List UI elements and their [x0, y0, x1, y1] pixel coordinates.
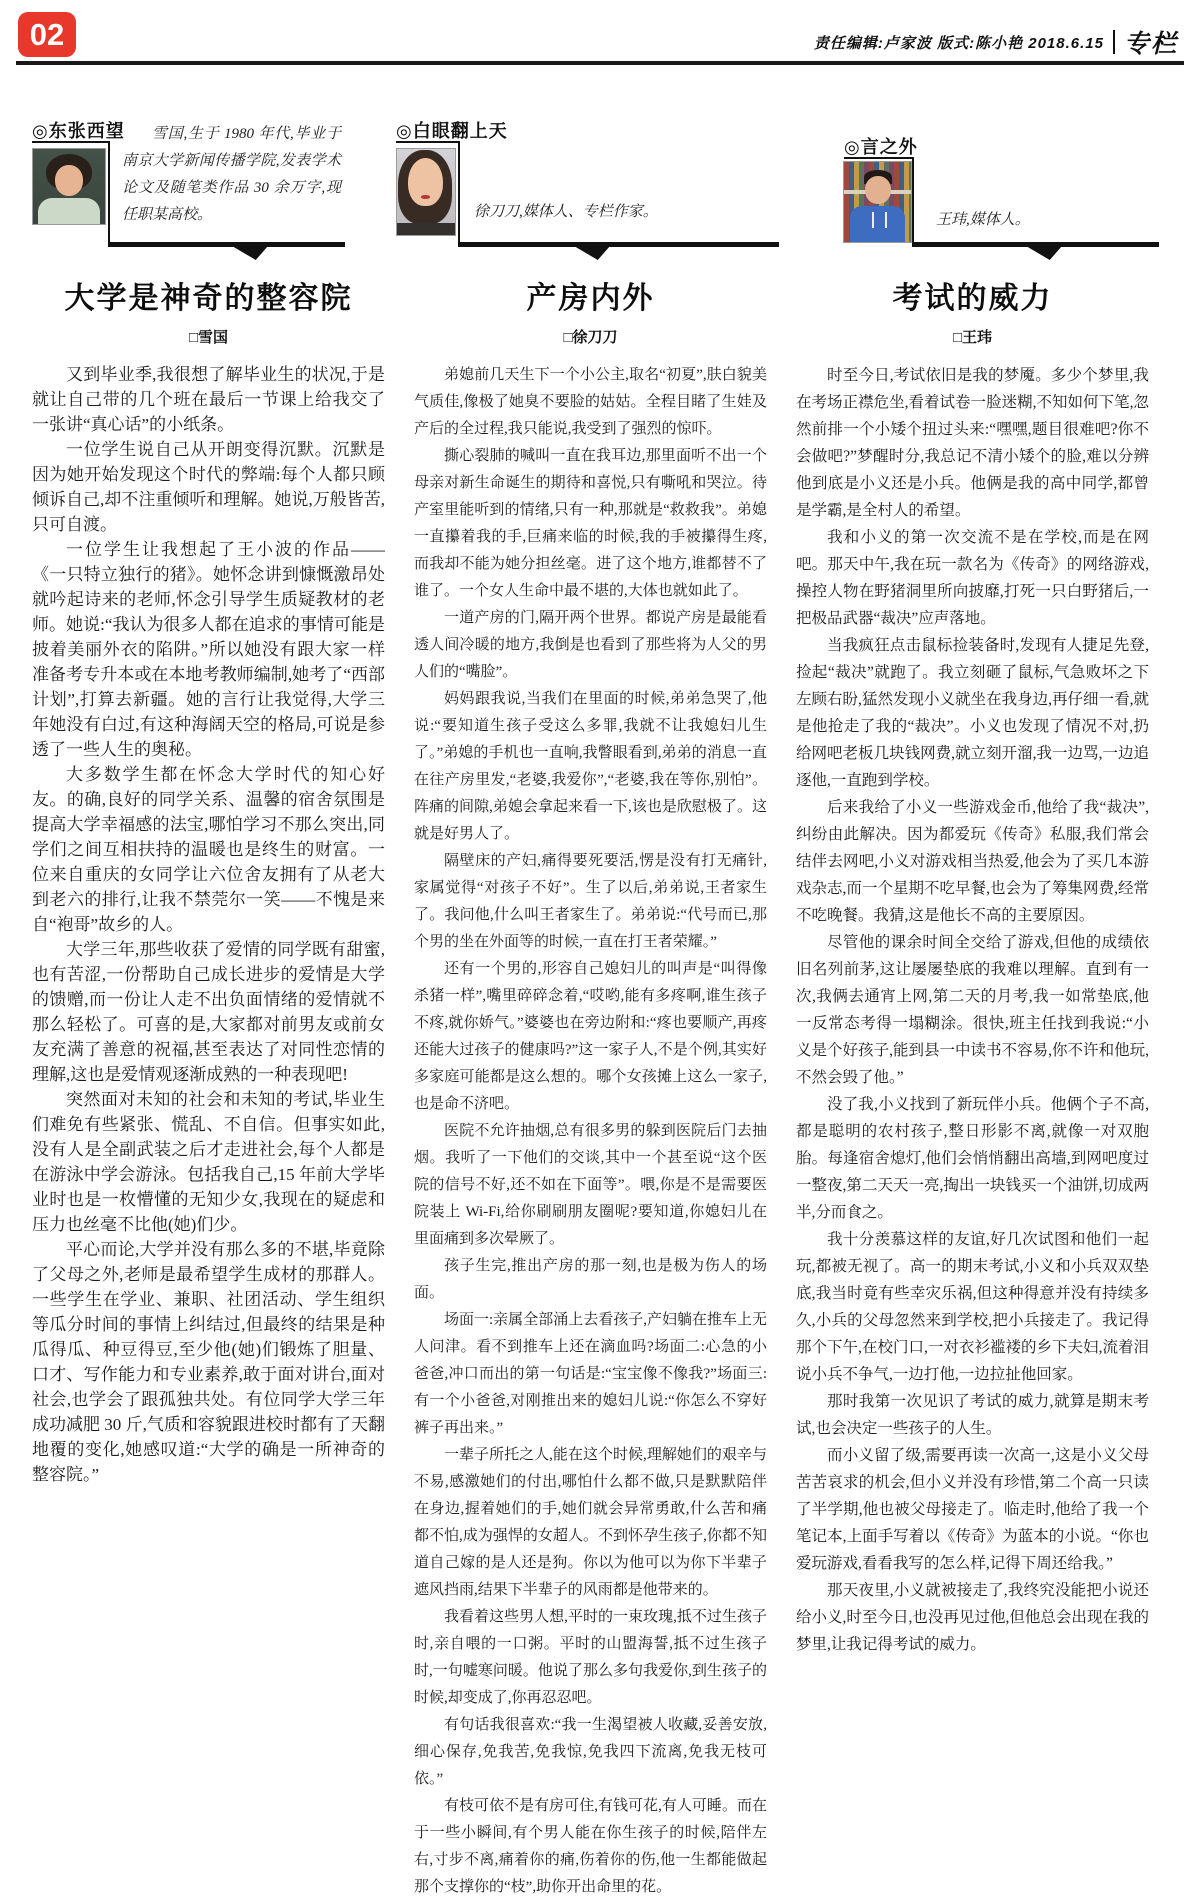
bubble-line	[108, 141, 110, 247]
author-bio-bubble	[396, 115, 767, 247]
photo-face-shape	[865, 176, 891, 204]
article-paragraph: 一位学生说自己从开朗变得沉默。沉默是因为她开始发现这个时代的弊端:每个人都只顾倾诉自己,却不注重倾听和理解。她说,万般皆苦,只可自渡。	[32, 440, 385, 534]
article-column-1	[32, 115, 385, 1901]
author-bio-text: 王玮,媒体人。	[936, 212, 1030, 228]
speech-bubble-tail	[574, 246, 610, 260]
author-bio-text: 徐刀刀,媒体人、专栏作家。	[474, 204, 658, 220]
column-rubric: ◎白眼翻上天	[396, 121, 508, 141]
author-bio-text: 雪国,生于 1980 年代,毕业于南京大学新闻传播学院,发表学术论文及随笔类作品 30 余万字,现任职某高校。	[122, 126, 341, 223]
bubble-line	[32, 141, 110, 143]
article-paragraph: 隔壁床的产妇,痛得要死要活,愣是没有打无痛针,家属觉得“对孩子不好”。生了以后,弟弟说,王者家生了。我问他,什么叫王者家生了。弟弟说:“代号而已,那个男的坐在外面等的时候,一直在打王者荣耀。”	[414, 853, 767, 950]
article-paragraph: 医院不允许抽烟,总有很多男的躲到医院后门去抽烟。我听了一下他们的交谈,其中一个甚至说“这个医院的信号不好,还不如在下面等”。喂,你是不是需要医院装上 Wi-Fi,给你刷刷朋友圈呢?要知道,你媳妇儿在里面痛到多次晕厥了。	[414, 1123, 767, 1247]
article-paragraph: 一辈子所托之人,能在这个时候,理解她们的艰辛与不易,感激她们的付出,哪怕什么都不做,只是默默陪伴在身边,握着她们的手,她们就会异常勇敢,什么苦和痛都不怕,成为强悍的女超人。不到怀孕生孩子,你都不知道自己嫁的是人还是狗。你以为他可以为你下半辈子遮风挡雨,结果下半辈子的风雨都是他带来的。	[414, 1447, 767, 1598]
article-title: 考试的威力	[892, 282, 1053, 315]
article-title: 大学是神奇的整容院	[64, 282, 353, 315]
bubble-line	[912, 157, 914, 247]
author-photo	[396, 148, 456, 236]
article-body	[796, 362, 1149, 1658]
column-rubric: ◎东张西望	[32, 121, 125, 141]
column-rubric: ◎言之外	[844, 137, 918, 157]
header-rule	[16, 61, 1184, 65]
article-paragraph: 一道产房的门,隔开两个世界。都说产房是最能看透人间冷暖的地方,我倒是也看到了那些将为人父的男人们的“嘴脸”。	[414, 610, 767, 680]
article-paragraph: 后来我给了小义一些游戏金币,他给了我“裁决”,纠纷由此解决。因为都爱玩《传奇》私服,我们常会结伴去网吧,小义对游戏相当热爱,他会为了买几本游戏杂志,而一个星期不吃早餐,也会为了筹集网费,经常不吃晚餐。我猜,这是他长不高的主要原因。	[796, 799, 1149, 924]
article-paragraph: 有句话我很喜欢:“我一生渴望被人收藏,妥善安放,细心保存,免我苦,免我惊,免我四下流离,免我无枝可依。”	[414, 1717, 767, 1787]
article-paragraph: 一位学生让我想起了王小波的作品——《一只特立独行的猪》。她怀念讲到慷慨激昂处就吟起诗来的老师,怀念引导学生质疑教材的老师。她说:“我认为很多人都在追求的事情可能是披着美丽外衣的陷阱。”所以她没有跟大家一样准备考专升本或在本地考教师编制,她考了“西部计划”,打算去新疆。她的言行让我觉得,大学三年她没有白过,有这种海阔天空的格局,可说是参透了一些人生的奥秘。	[32, 540, 385, 759]
article-paragraph: 平心而论,大学并没有那么多的不堪,毕竟除了父母之外,老师是最希望学生成材的那群人。一些学生在学业、兼职、社团活动、学生组织等瓜分时间的事情上纠结过,但最终的结果是种瓜得瓜、种豆得豆,至少他(她)们锻炼了胆量、口才、写作能力和专业素养,敢于面对讲台,面对社会,也学会了跟孤独共处。有位同学大学三年成功减肥 30 斤,气质和容貌跟进校时都有了天翻地覆的变化,她感叹道:“大学的确是一所神奇的整容院。”	[32, 1240, 385, 1484]
editor-info: 责任编辑:卢家波 版式:陈小艳 2018.6.15	[813, 34, 1104, 52]
article-byline: □雪国	[188, 329, 229, 346]
article-paragraph: 时至今日,考试依旧是我的梦魇。多少个梦里,我在考场正襟危坐,看着试卷一脸迷糊,不知如何下笔,忽然前排一个小矮个扭过头来:“嘿嘿,题目很难吧?你不会做吧?”梦醒时分,我总记不清小矮个的脸,难以分辨他到底是小义还是小兵。他俩是我的高中同学,都曾是学霸,是全村人的希望。	[796, 367, 1149, 519]
author-photo	[32, 148, 106, 225]
section-label: 专栏	[1123, 30, 1178, 58]
speech-bubble-tail	[232, 246, 268, 260]
speech-bubble-tail	[1026, 246, 1062, 260]
article-title: 产房内外	[526, 282, 655, 315]
article-paragraph: 孩子生完,推出产房的那一刻,也是极为伤人的场面。	[414, 1258, 767, 1301]
article-paragraph: 大多数学生都在怀念大学时代的知心好友。的确,良好的同学关系、温馨的宿舍氛围是提高大学幸福感的法宝,哪怕学习不那么突出,同学们之间互相扶持的温暖也是终生的财富。一位来自重庆的女同学让六位舍友拥有了从老大到老六的排行,让我不禁莞尔一笑——不愧是来自“袍哥”故乡的人。	[32, 765, 385, 934]
page-number-badge: 02	[18, 12, 76, 57]
photo-hoodie-string-shape	[872, 212, 887, 228]
author-bio-bubble	[796, 115, 1149, 247]
bubble-line	[110, 242, 345, 247]
bubble-line	[458, 141, 460, 247]
bubble-line	[396, 141, 460, 143]
article-paragraph: 那时我第一次见识了考试的威力,就算是期末考试,也会决定一些孩子的人生。	[796, 1393, 1149, 1437]
photo-body-shape	[397, 223, 455, 235]
article-byline: □王玮	[952, 329, 993, 346]
article-paragraph: 场面一:亲属全部涌上去看孩子,产妇躺在推车上无人问津。看不到推车上还在滴血吗?场面二:心急的小爸爸,冲口而出的第一句话是:“宝宝像不像我?”场面三:有一个小爸爸,对刚推出来的媳妇儿说:“你怎么不穿好裤子再出来。”	[414, 1312, 767, 1436]
article-paragraph: 大学三年,那些收获了爱情的同学既有甜蜜,也有苦涩,一份帮助自己成长进步的爱情是大学的馈赠,而一份让人走不出负面情绪的爱情就不那么轻松了。可喜的是,大家都对前男友或前女友充满了善意的祝福,甚至表达了对同性恋情的理解,这也是爱情观逐渐成熟的一种表现吧!	[32, 940, 385, 1084]
article-paragraph: 我十分羡慕这样的友谊,好几次试图和他们一起玩,都被无视了。高一的期末考试,小义和小兵双双垫底,我当时竟有些幸灾乐祸,但这种得意并没有持续多久,小兵的父母忽然来到学校,把小兵接走了。我记得那个下午,在校门口,一对衣衫褴褛的乡下夫妇,流着泪说小兵不争气,一边打他,一边拉扯他回家。	[796, 1231, 1149, 1383]
author-bio-bubble	[32, 115, 385, 247]
article-paragraph: 有枝可依不是有房可住,有钱可花,有人可睡。而在于一些小瞬间,有个男人能在你生孩子的时候,陪伴左右,寸步不离,痛着你的痛,伤着你的伤,他一生都能做起那个支撑你的“枝”,助你开出命里的花。	[414, 1798, 767, 1895]
article-paragraph: 妈妈跟我说,当我们在里面的时候,弟弟急哭了,他说:“要知道生孩子受这么多罪,我就不让我媳妇儿生了。”弟媳的手机也一直响,我瞥眼看到,弟弟的消息一直在往产房里发,“老婆,我爱你”,“老婆,我在等你,别怕”。阵痛的间隙,弟媳会拿起来看一下,该也是欣慰极了。这就是好男人了。	[414, 691, 767, 842]
article-column-2	[396, 115, 767, 1901]
article-column-3	[796, 115, 1149, 1901]
bubble-line	[460, 242, 779, 247]
article-paragraph: 突然面对未知的社会和未知的考试,毕业生们难免有些紧张、慌乱、不自信。但事实如此,没有人是全副武装之后才走进社会,每个人都是在游泳中学会游泳。包括我自己,15 年前大学毕业时也是一枚懵懂的无知少女,我现在的疑虑和压力也丝毫不比他(她)们少。	[32, 1090, 385, 1234]
photo-lips-shape	[421, 195, 430, 199]
article-columns	[32, 115, 1149, 1901]
article-paragraph: 我和小义的第一次交流不是在学校,而是在网吧。那天中午,我在玩一款名为《传奇》的网络游戏,操控人物在野猪洞里所向披靡,打死一只白野猪后,一把极品武器“裁决”应声落地。	[796, 529, 1149, 627]
bubble-line	[844, 157, 914, 159]
article-paragraph: 没了我,小义找到了新玩伴小兵。他俩个子不高,都是聪明的农村孩子,整日形影不离,就像一对双胞胎。每逢宿舍熄灯,他们会悄悄翻出高墙,到网吧度过一整夜,第二天天一亮,掏出一块钱买一个油饼,切成两半,分而食之。	[796, 1096, 1149, 1221]
article-paragraph: 而小义留了级,需要再读一次高一,这是小义父母苦苦哀求的机会,但小义并没有珍惜,第二个高一只读了半学期,他也被父母接走了。临走时,他给了我一个笔记本,上面手写着以《传奇》为蓝本的小说。“你也爱玩游戏,看看我写的怎么样,记得下周还给我。”	[796, 1447, 1149, 1572]
article-byline: □徐刀刀	[563, 329, 618, 346]
photo-body-shape	[38, 198, 100, 224]
masthead-info	[814, 24, 1178, 60]
section-divider	[1113, 30, 1115, 54]
article-paragraph: 尽管他的课余时间全交给了游戏,但他的成绩依旧名列前茅,这让屡屡垫底的我难以理解。直到有一次,我俩去通宵上网,第二天的月考,我一如常垫底,他一反常态考得一塌糊涂。很快,班主任找到我说:“小义是个好孩子,能到县一中读书不容易,你不许和他玩,不然会毁了他。”	[796, 934, 1149, 1086]
article-paragraph: 当我疯狂点击鼠标捡装备时,发现有人捷足先登,捡起“裁决”就跑了。我立刻砸了鼠标,气急败坏之下左顾右盼,猛然发现小义就坐在我身边,再仔细一看,就是他抢走了我的“裁决”。小义也发现了情况不对,扔给网吧老板几块钱网费,就立刻开溜,我一边骂,一边追逐他,一直跑到学校。	[796, 637, 1149, 789]
article-body	[32, 362, 385, 1487]
article-paragraph: 那天夜里,小义就被接走了,我终究没能把小说还给小义,时至今日,也没再见过他,但他总会出现在我的梦里,让我记得考试的威力。	[796, 1582, 1149, 1653]
article-body	[414, 362, 767, 1901]
article-paragraph: 还有一个男的,形容自己媳妇儿的叫声是“叫得像杀猪一样”,嘴里碎碎念着,“哎哟,能有多疼啊,谁生孩子不疼,就你娇气。”婆婆也在旁边附和:“疼也要顺产,再疼还能大过孩子的健康吗?”这一家子人,不是个例,其实好多家庭可能都是这么想的。哪个女孩摊上这么一家子,也是命不济吧。	[414, 961, 767, 1112]
article-paragraph: 又到毕业季,我很想了解毕业生的状况,于是就让自己带的几个班在最后一节课上给我交了一张讲“真心话”的小纸条。	[32, 365, 385, 434]
author-photo	[843, 161, 912, 243]
article-paragraph: 弟媳前几天生下一个小公主,取名“初夏”,肤白貌美气质佳,像极了她臭不要脸的姑姑。全程目睹了生娃及产后的全过程,我只能说,我受到了强烈的惊吓。	[414, 367, 767, 437]
article-paragraph: 撕心裂肺的喊叫一直在我耳边,那里面听不出一个母亲对新生命诞生的期待和喜悦,只有嘶吼和哭泣。待产室里能听到的情绪,只有一种,那就是“救救我”。弟媳一直攥着我的手,巨痛来临的时候,我的手被攥得生疼,而我却不能为她分担丝毫。进了这个地方,谁都替不了谁了。一个女人生命中最不堪的,大体也就如此了。	[414, 448, 767, 599]
photo-face-shape	[55, 165, 83, 196]
article-paragraph: 我看着这些男人想,平时的一束玫瑰,抵不过生孩子时,亲自喂的一口粥。平时的山盟海誓,抵不过生孩子时,一句嘘寒问暖。他说了那么多句我爱你,到生孩子的时候,却变成了,你再忍忍吧。	[414, 1609, 767, 1706]
